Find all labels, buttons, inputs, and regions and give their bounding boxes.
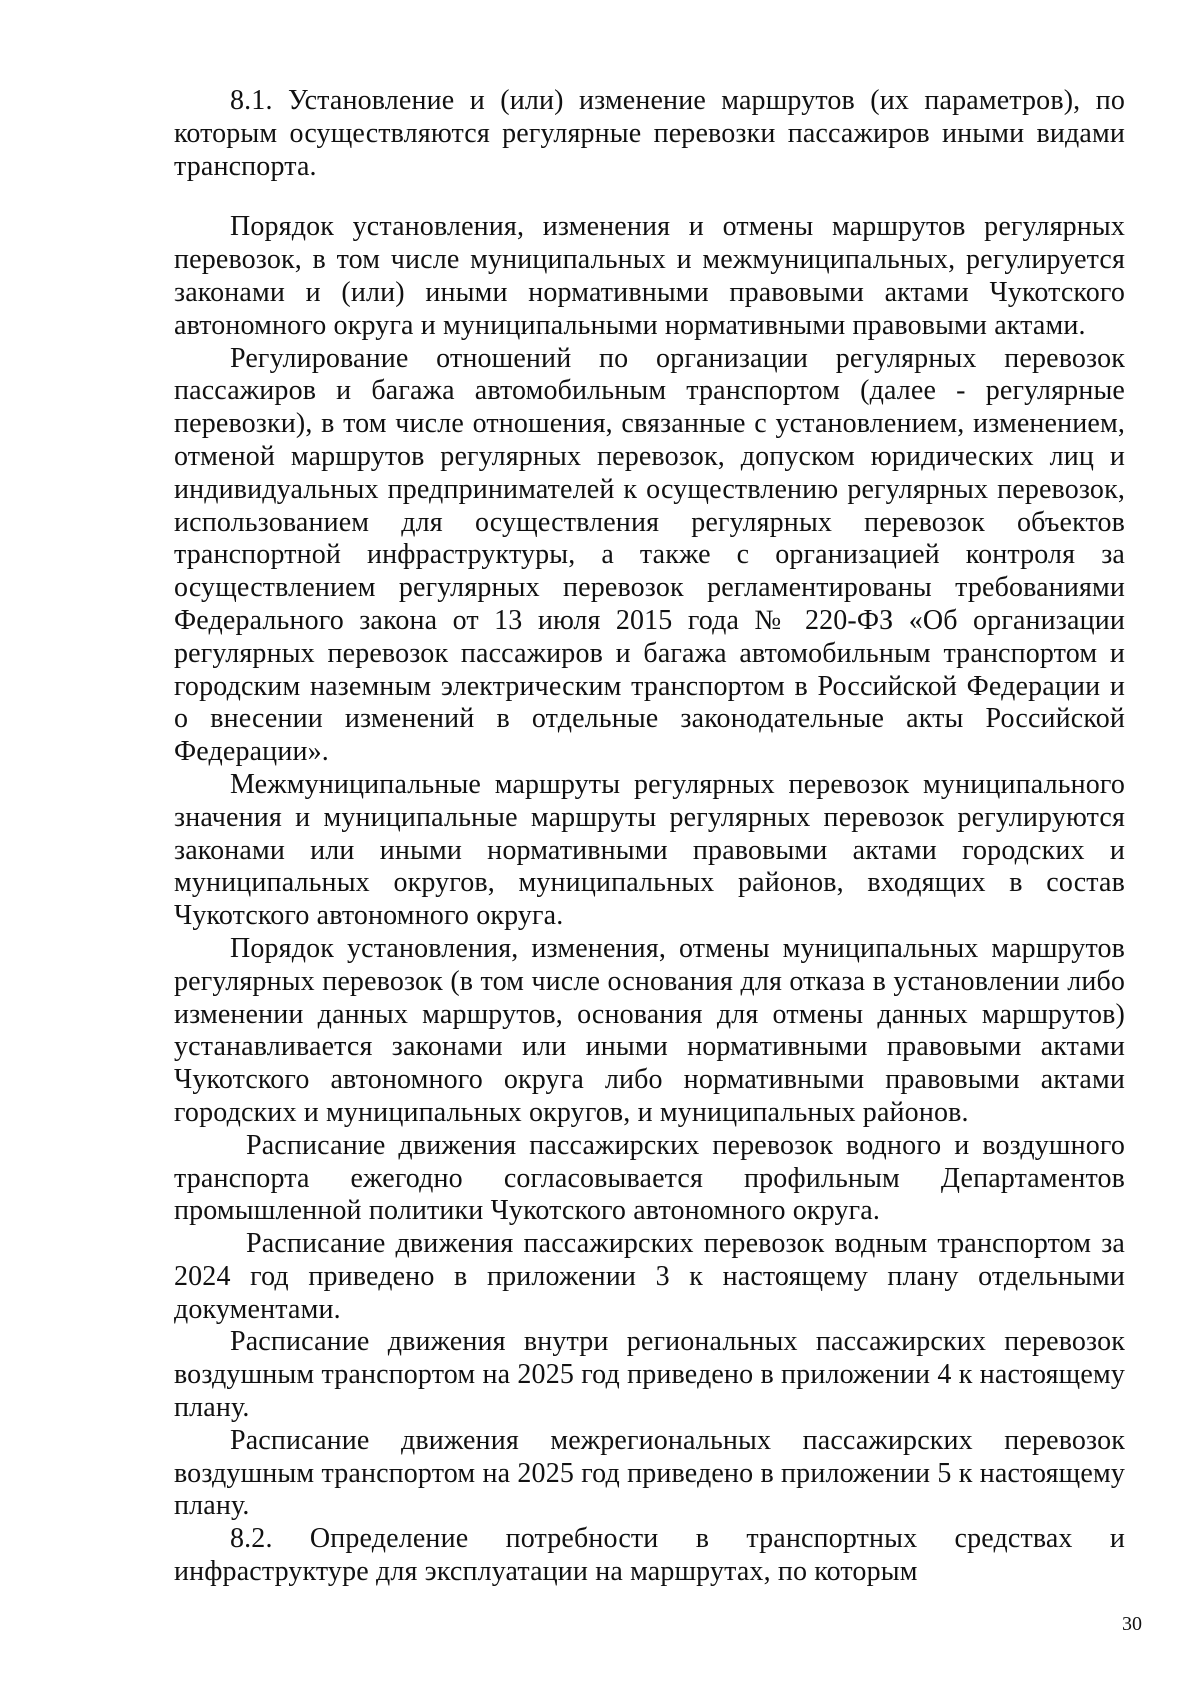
section-8-2-heading: 8.2. Определение потребности в транспортных средствах и инфраструктуре для эксплуатации на маршрутах, по которым bbox=[174, 1523, 1125, 1588]
document-body bbox=[174, 85, 1125, 1589]
paragraph-schedule-water-2024: Расписание движения пассажирских перевозок водным транспортом за 2024 год приведено в приложении 3 к настоящему плану отдельными документами. bbox=[174, 1228, 1125, 1325]
paragraph-schedule-intraregional-air: Расписание движения внутри региональных пассажирских перевозок воздушным транспортом на 2025 год приведено в приложении 4 к настоящему плану. bbox=[174, 1326, 1125, 1424]
paragraph-schedule-interregional-air: Расписание движения межрегиональных пассажирских перевозок воздушным транспортом на 2025 год приведено в приложении 5 к настоящему плану. bbox=[174, 1424, 1125, 1522]
paragraph-intermunicipal-routes: Межмуниципальные маршруты регулярных перевозок муниципального значения и муниципальные маршруты регулярных перевозок регулируются законами или иными нормативными правовыми актами городских и муниципальных округов, муниципальных районов, входящих в состав Чукотского автономного округа. bbox=[174, 768, 1125, 932]
page-number: 30 bbox=[1122, 1613, 1142, 1635]
paragraph-regulation-federal-law: Регулирование отношений по организации регулярных перевозок пассажиров и багажа автомобильным транспортом (далее - регулярные перевозки), в том числе отношения, связанные с установлением, изменением, отменой маршрутов регулярных перевозок, допуском юридических лиц и индивидуальных предпринимателей к осуществлению регулярных перевозок, использованием для осуществления регулярных перевозок объектов транспортной инфраструктуры, а также с организацией контроля за осуществлением регулярных перевозок регламентированы требованиями Федерального закона от 13 июля 2015 года № 220-ФЗ «Об организации регулярных перевозок пассажиров и багажа автомобильным транспортом и городским наземным электрическим транспортом в Российской Федерации и о внесении изменений в отдельные законодательные акты Российской Федерации». bbox=[174, 342, 1125, 768]
paragraph-municipal-routes-procedure: Порядок установления, изменения, отмены муниципальных маршрутов регулярных перевозок (в том числе основания для отказа в установлении либо изменении данных маршрутов, основания для отмены данных маршрутов) устанавливается законами или иными нормативными правовыми актами Чукотского автономного округа либо нормативными правовыми актами городских и муниципальных округов, и муниципальных районов. bbox=[174, 932, 1125, 1128]
paragraph-route-procedure: Порядок установления, изменения и отмены маршрутов регулярных перевозок, в том числе муниципальных и межмуниципальных, регулируется законами и (или) иными нормативными правовыми актами Чукотского автономного округа и муниципальными нормативными правовыми актами. bbox=[174, 211, 1125, 341]
section-8-1-heading: 8.1. Установление и (или) изменение маршрутов (их параметров), по которым осуществляются регулярные перевозки пассажиров иными видами транспорта. bbox=[174, 85, 1125, 182]
paragraph-spacer bbox=[174, 183, 1125, 211]
paragraph-schedule-water-air: Расписание движения пассажирских перевозок водного и воздушного транспорта ежегодно согласовывается профильным Департаментов промышленной политики Чукотского автономного округа. bbox=[174, 1129, 1125, 1227]
